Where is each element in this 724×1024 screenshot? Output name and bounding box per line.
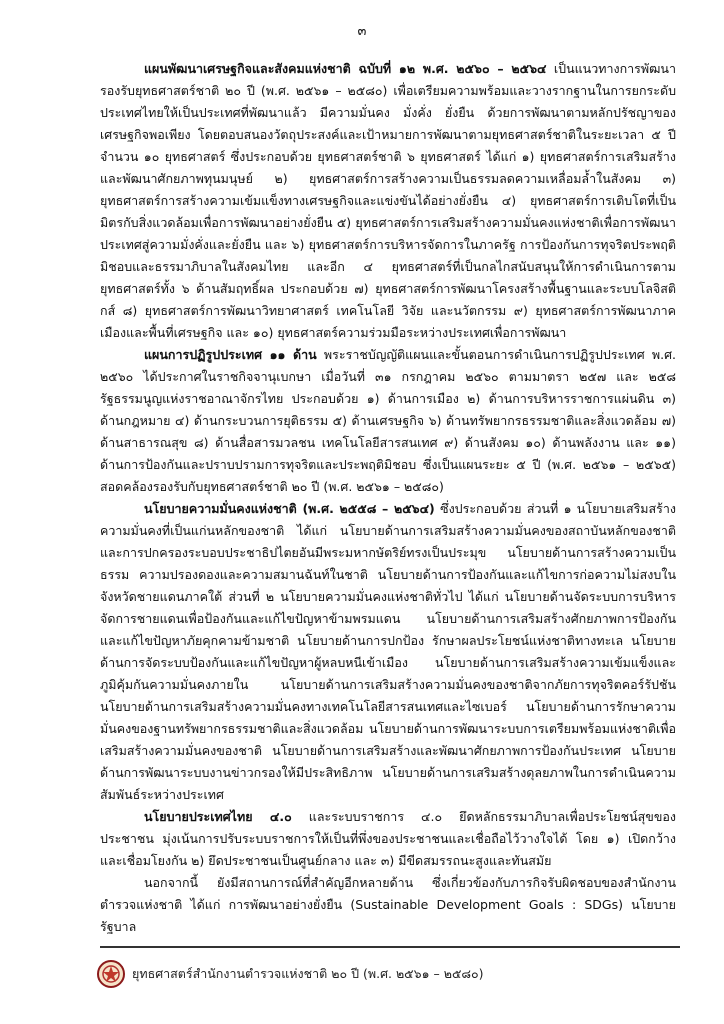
paragraph-development-plan	[100, 58, 676, 344]
paragraph-text: และระบบราชการ ๔.๐ ยึดหลักธรรมาภิบาลเพื่อประโยชน์สุขของประชาชน มุ่งเน้นการปรับระบบราชการให้เป็นที่พึ่งของประชาชนและเชื่อถือไว้วางใจได้ โดย ๑) เปิดกว้างและเชื่อมโยงกัน ๒) ยึดประชาชนเป็นศูนย์กลาง และ ๓) มีขีดสมรรถนะสูงและทันสมัย	[100, 809, 676, 868]
paragraph-text: นอกจากนี้ ยังมีสถานการณ์ที่สำคัญอีกหลายด้าน ซึ่งเกี่ยวข้องกับภารกิจรับผิดชอบของสำนักงานตำรวจแห่งชาติ ได้แก่ การพัฒนาอย่างยั่งยืน (Sustainable Development Goals : SDGs) นโยบายรัฐบาล	[100, 875, 676, 934]
paragraph-title: นโยบายประเทศไทย ๔.๐	[144, 809, 292, 824]
paragraph-text: พระราชบัญญัติแผนและขั้นตอนการดำเนินการปฏิรูปประเทศ พ.ศ. ๒๕๖๐ ได้ประกาศในราชกิจจานุเบกษา เมื่อวันที่ ๓๑ กรกฎาคม ๒๕๖๐ ตามมาตรา ๒๕๗ และ ๒๕๘ รัฐธรรมนูญแห่งราชอาณาจักรไทย ประกอบด้วย ๑) ด้านการเมือง ๒) ด้านการบริหารราชการแผ่นดิน ๓) ด้านกฎหมาย ๔) ด้านกระบวนการยุติธรรม ๕) ด้านเศรษฐกิจ ๖) ด้านทรัพยากรธรรมชาติและสิ่งแวดล้อม ๗) ด้านสาธารณสุข ๘) ด้านสื่อสารมวลชน เทคโนโลยีสารสนเทศ ๙) ด้านสังคม ๑๐) ด้านพลังงาน และ ๑๑) ด้านการป้องกันและปราบปรามการทุจริตและประพฤติมิชอบ ซึ่งเป็นแผนระยะ ๕ ปี (พ.ศ. ๒๕๖๑ – ๒๕๖๕) สอดคล้องรองรับกับยุทธศาสตร์ชาติ ๒๐ ปี (พ.ศ. ๒๕๖๑ – ๒๕๘๐)	[100, 347, 676, 494]
paragraph-title: แผนการปฏิรูปประเทศ ๑๑ ด้าน	[144, 347, 317, 362]
paragraph-security-policy	[100, 498, 676, 806]
paragraph-title: นโยบายความมั่นคงแห่งชาติ (พ.ศ. ๒๕๕๘ – ๒๕๖๔)	[144, 501, 435, 516]
paragraph-reform-plan	[100, 344, 676, 498]
police-seal-icon	[96, 959, 126, 989]
paragraph-thailand-4	[100, 806, 676, 872]
page-footer	[96, 956, 484, 992]
document-body	[100, 58, 676, 938]
page-number: ๓	[357, 24, 367, 39]
paragraph-other-situations	[100, 872, 676, 938]
paragraph-text: เป็นแนวทางการพัฒนารองรับยุทธศาสตร์ชาติ ๒๐ ปี (พ.ศ. ๒๕๖๑ – ๒๕๘๐) เพื่อเตรียมความพร้อมและวางรากฐานในการยกระดับประเทศไทยให้เป็นประเทศที่พัฒนาแล้ว มีความมั่นคง มั่งคั่ง ยั่งยืน ด้วยการพัฒนาตามหลักปรัชญาของเศรษฐกิจพอเพียง โดยตอบสนองวัตถุประสงค์และเป้าหมายการพัฒนาตามยุทธศาสตร์ชาติในระยะเวลา ๕ ปี จำนวน ๑๐ ยุทธศาสตร์ ซึ่งประกอบด้วย ยุทธศาสตร์ชาติ ๖ ยุทธศาสตร์ ได้แก่ ๑) ยุทธศาสตร์การเสริมสร้างและพัฒนาศักยภาพทุนมนุษย์ ๒) ยุทธศาสตร์การสร้างความเป็นธรรมลดความเหลื่อมล้ำในสังคม ๓) ยุทธศาสตร์การสร้างความเข้มแข็งทางเศรษฐกิจและแข่งขันได้อย่างยั่งยืน ๔) ยุทธศาสตร์การเติบโตที่เป็นมิตรกับสิ่งแวดล้อมเพื่อการพัฒนาอย่างยั่งยืน ๕) ยุทธศาสตร์การเสริมสร้างความมั่นคงแห่งชาติเพื่อการพัฒนาประเทศสู่ความมั่งคั่งและยั่งยืน และ ๖) ยุทธศาสตร์การบริหารจัดการในภาครัฐ การป้องกันการทุจริตประพฤติมิชอบและธรรมาภิบาลในสังคมไทย และอีก ๔ ยุทธศาสตร์ที่เป็นกลไกสนับสนุนให้การดำเนินการตามยุทธศาสตร์ทั้ง ๖ ด้านสัมฤทธิ์ผล ประกอบด้วย ๗) ยุทธศาสตร์การพัฒนาโครงสร้างพื้นฐานและระบบโลจิสติกส์ ๘) ยุทธศาสตร์การพัฒนาวิทยาศาสตร์ เทคโนโลยี วิจัย และนวัตกรรม ๙) ยุทธศาสตร์การพัฒนาภาคเมืองและพื้นที่เศรษฐกิจ และ ๑๐) ยุทธศาสตร์ความร่วมมือระหว่างประเทศเพื่อการพัฒนา	[100, 61, 676, 340]
footer-text: ยุทธศาสตร์สำนักงานตำรวจแห่งชาติ ๒๐ ปี (พ.ศ. ๒๕๖๑ – ๒๕๘๐)	[132, 966, 484, 981]
footer-divider	[100, 946, 680, 948]
paragraph-text: ซึ่งประกอบด้วย ส่วนที่ ๑ นโยบายเสริมสร้างความมั่นคงที่เป็นแก่นหลักของชาติ ได้แก่ นโยบายด้านการเสริมสร้างความมั่นคงของสถาบันหลักของชาติและการปกครองระบอบประชาธิปไตยอันมีพระมหากษัตริย์ทรงเป็นประมุข นโยบายด้านการสร้างความเป็นธรรม ความปรองดองและความสมานฉันท์ในชาติ นโยบายด้านการป้องกันและแก้ไขการก่อความไม่สงบในจังหวัดชายแดนภาคใต้ ส่วนที่ ๒ นโยบายความมั่นคงแห่งชาติทั่วไป ได้แก่ นโยบายด้านจัดระบบการบริหารจัดการชายแดนเพื่อป้องกันและแก้ไขปัญหาข้ามพรมแดน นโยบายด้านการเสริมสร้างศักยภาพการป้องกันและแก้ไขปัญหาภัยคุกคามข้ามชาติ นโยบายด้านการปกป้อง รักษาผลประโยชน์แห่งชาติทางทะเล นโยบายด้านการจัดระบบป้องกันและแก้ไขปัญหาผู้หลบหนีเข้าเมือง นโยบายด้านการเสริมสร้างความเข้มแข็งและภูมิคุ้มกันความมั่นคงภายใน นโยบายด้านการเสริมสร้างความมั่นคงของชาติจากภัยการทุจริตคอร์รัปชัน นโยบายด้านการเสริมสร้างความมั่นคงทางเทคโนโลยีสารสนเทศและไซเบอร์ นโยบายด้านการรักษาความมั่นคงของฐานทรัพยากรธรรมชาติและสิ่งแวดล้อม นโยบายด้านการพัฒนาระบบการเตรียมพร้อมแห่งชาติเพื่อเสริมสร้างความมั่นคงของชาติ นโยบายด้านการเสริมสร้างและพัฒนาศักยภาพการป้องกันประเทศ นโยบายด้านการพัฒนาระบบงานข่าวกรองให้มีประสิทธิภาพ นโยบายด้านการเสริมสร้างดุลยภาพในการดำเนินความสัมพันธ์ระหว่างประเทศ	[100, 501, 676, 802]
paragraph-title: แผนพัฒนาเศรษฐกิจและสังคมแห่งชาติ ฉบับที่ ๑๒ พ.ศ. ๒๕๖๐ – ๒๕๖๔	[144, 61, 547, 76]
